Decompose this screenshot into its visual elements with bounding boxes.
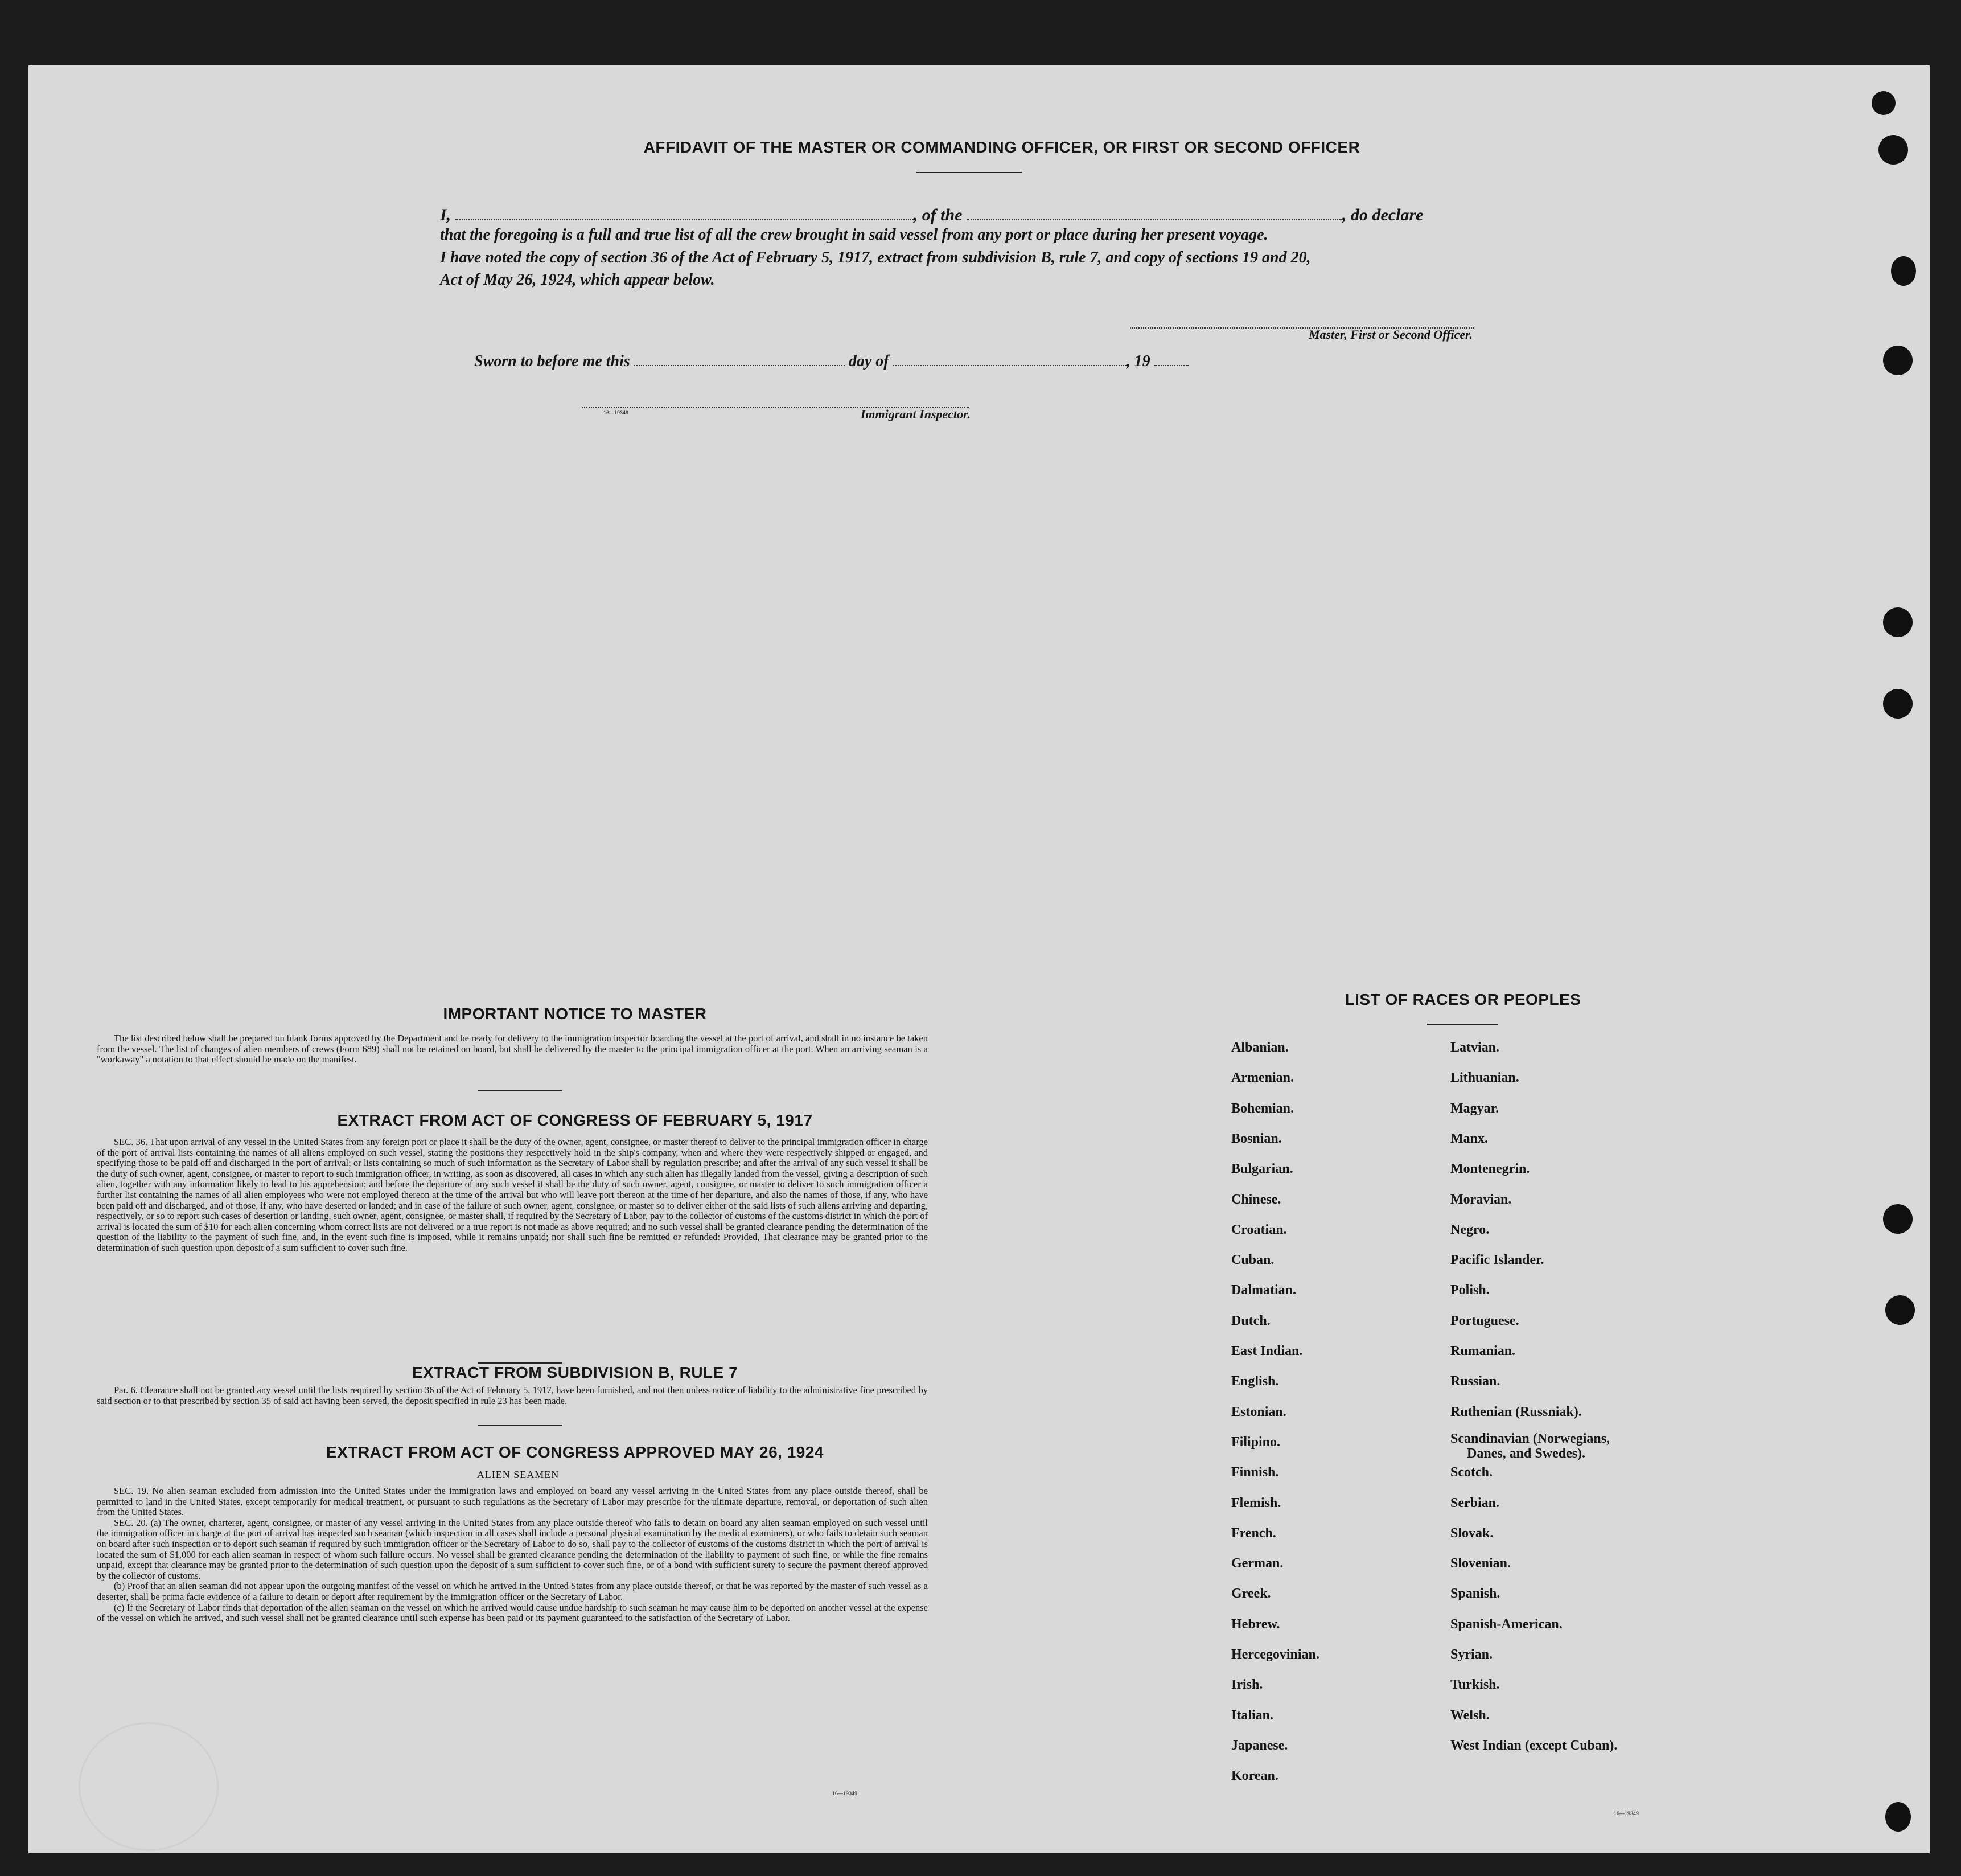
- title-underline: [916, 172, 1022, 173]
- race-item: German.: [1231, 1556, 1284, 1571]
- races-title-underline: [1427, 1024, 1498, 1025]
- race-item: Korean.: [1231, 1768, 1278, 1784]
- race-item: Albanian.: [1231, 1040, 1289, 1055]
- races-form-code: 16—19349: [1614, 1811, 1639, 1816]
- declare-label: , do declare: [1342, 206, 1424, 224]
- race-item: Slovak.: [1450, 1525, 1494, 1541]
- race-item: Ruthenian (Russniak).: [1450, 1404, 1582, 1419]
- affidavit-title: AFFIDAVIT OF THE MASTER OR COMMANDING OFFICER, OR FIRST OR SECOND OFFICER: [643, 138, 1360, 156]
- race-item: Estonian.: [1231, 1404, 1286, 1419]
- race-item: Dalmatian.: [1231, 1283, 1296, 1298]
- extract-1924-title: EXTRACT FROM ACT OF CONGRESS APPROVED MAY 26, 1924: [326, 1443, 824, 1461]
- race-item: French.: [1231, 1525, 1276, 1541]
- section-20a-paragraph: SEC. 20. (a) The owner, charterer, agent, consignee, or master of any vessel arriving in the United States from any place outside thereof who fails to detain on board any alien seaman employed on such vessel until the immigration officer in charge at the port of arrival has inspected such seaman (which inspection in all cases shall include a personal physical examination by the medical examiners), or who fails to detain such seaman on board after such inspection or to deport such seaman if required by such immigration officer or the Secretary of Labor to do so, shall pay to the collector of customs of the customs district in which the port of arrival is located the sum of $1,000 for each alien seaman in respect of whom such failure occurs. No vessel shall be granted clearance pending the determination of the liability to payment of such fine, or while the fine remains unpaid, except that clearance may be granted prior to the determination of such question upon the deposit of a sum sufficient to cover such fine, or of a bond with sufficient surety to secure the payment thereof approved by the collector of customs.: [97, 1517, 928, 1581]
- binder-hole: [1878, 135, 1908, 165]
- sworn-year-field[interactable]: [1154, 348, 1189, 366]
- race-item: Danes, and Swedes).: [1467, 1446, 1586, 1461]
- races-title: LIST OF RACES OR PEOPLES: [1345, 991, 1581, 1008]
- race-item: Scandinavian (Norwegians,: [1450, 1431, 1610, 1446]
- section-36-paragraph: SEC. 36. That upon arrival of any vessel in the United States from any foreign port or place it shall be the duty of the owner, agent, consignee, or master thereof to deliver to the principal immigration officer in charge of the port of arrival lists containing the names of all aliens employed on such vessel, stating the positions they respectively hold in the ship's company, when and where they were respectively shipped or engaged, and specifying those to be paid off and discharged in the port of arrival; or lists containing so much of such information as the Secretary of Labor shall by regulation prescribe; and after the arrival of any such vessel it shall be the duty of such owner, agent, consignee, or master to report to such immigration officer, in writing, as soon as discovered, all cases in which any such alien has illegally landed from the vessel, giving a description of such alien, together with any information likely to lead to his apprehension; and before the departure of any such vessel it shall be the duty of such owner, agent, consignee, or master to deliver to such immigration officer a further list containing the names of all alien employees who were not employed thereon at the time of the arrival but who will leave port thereon at the time of her departure, and also the names of those, if any, who have been paid off and discharged, and of those, if any, who have deserted or landed; and in case of the failure of such owner, agent, consignee, or master so to deliver either of the said lists of such aliens arriving and departing, respectively, or so to report such cases of desertion or landing, such owner, agent, consignee, or master shall, if required by the Secretary of Labor, pay to the collector of customs of the customs district in which the port of arrival is located the sum of $10 for each alien concerning whom correct lists are not delivered or a true report is not made as above required; and no such vessel shall be granted clearance pending the determination of the question of the liability to the payment of such fine, and, in the event such fine is imposed, while it remains unpaid; nor shall such fine be remitted or refunded: Provided, That clearance may be granted prior to the determination of such question upon deposit of a sum sufficient to cover such fine.: [97, 1136, 928, 1253]
- affidavit-form-code: 16—19349: [603, 410, 629, 416]
- race-item: Bulgarian.: [1231, 1161, 1293, 1177]
- sworn-line: [474, 348, 1300, 371]
- race-item: Spanish.: [1450, 1586, 1500, 1602]
- declarant-name-field[interactable]: [455, 202, 914, 220]
- race-item: English.: [1231, 1374, 1279, 1389]
- race-item: Bohemian.: [1231, 1101, 1294, 1116]
- sworn-month-field[interactable]: [893, 348, 1127, 366]
- alien-seamen-subtitle: ALIEN SEAMEN: [476, 1469, 560, 1480]
- notice-text: [97, 1033, 928, 1065]
- race-item: Magyar.: [1450, 1101, 1499, 1116]
- race-item: Negro.: [1450, 1222, 1490, 1237]
- declarant-label: I,: [440, 206, 451, 224]
- race-item: Russian.: [1450, 1374, 1500, 1389]
- binder-hole: [1883, 1204, 1913, 1234]
- binder-hole: [1891, 256, 1916, 286]
- race-item: Irish.: [1231, 1677, 1263, 1693]
- affidavit-declaration-line: [440, 202, 1550, 225]
- affidavit-line-4: Act of May 26, 1924, which appear below.: [440, 271, 715, 289]
- inspector-caption: Immigrant Inspector.: [860, 407, 971, 421]
- race-item: Chinese.: [1231, 1192, 1281, 1207]
- binder-hole: [1872, 91, 1896, 115]
- extract-1917-title: EXTRACT FROM ACT OF CONGRESS OF FEBRUARY 5, 1917: [337, 1111, 813, 1129]
- binder-hole: [1883, 346, 1913, 375]
- race-item: Rumanian.: [1450, 1344, 1516, 1358]
- race-item: Pacific Islander.: [1450, 1253, 1544, 1268]
- race-item: Montenegrin.: [1450, 1161, 1530, 1177]
- sworn-label: Sworn to before me this: [474, 352, 630, 370]
- race-item: Italian.: [1231, 1707, 1274, 1723]
- race-item: East Indian.: [1231, 1344, 1303, 1358]
- race-item: Syrian.: [1450, 1647, 1493, 1662]
- master-caption: Master, First or Second Officer.: [1308, 327, 1473, 342]
- affidavit-line-3: I have noted the copy of section 36 of the Act of February 5, 1917, extract from subdivision B, rule 7, and copy of sections 19 and 20,: [440, 249, 1311, 266]
- race-item: Welsh.: [1450, 1707, 1490, 1723]
- race-item: Scotch.: [1450, 1465, 1493, 1480]
- divider: [478, 1090, 562, 1091]
- race-item: Turkish.: [1450, 1677, 1500, 1693]
- sworn-day-field[interactable]: [634, 348, 845, 366]
- race-item: Hebrew.: [1231, 1616, 1280, 1632]
- rule-7-text: [97, 1385, 928, 1406]
- section-20c-paragraph: (c) If the Secretary of Labor finds that deportation of the alien seaman on the vessel on which he arrived would cause undue hardship to such seaman he may cause him to be deported on another vessel at the expense of the vessel on which he arrived, and such vessel shall not be granted clearance until such expense has been paid or its payment guaranteed to the satisfaction of the Secretary of Labor.: [97, 1602, 928, 1624]
- race-item: Serbian.: [1450, 1495, 1500, 1510]
- race-item: Slovenian.: [1450, 1556, 1511, 1571]
- race-item: Hercegovinian.: [1231, 1647, 1319, 1662]
- race-item: West Indian (except Cuban).: [1450, 1738, 1618, 1753]
- embossed-seal: [79, 1722, 219, 1851]
- race-item: Lithuanian.: [1450, 1070, 1519, 1086]
- extract-form-code: 16—19349: [832, 1791, 858, 1796]
- extract-1924-text: [97, 1486, 928, 1624]
- vessel-name-field[interactable]: [967, 202, 1342, 220]
- race-item: Manx.: [1450, 1131, 1488, 1146]
- rule-7-title: EXTRACT FROM SUBDIVISION B, RULE 7: [412, 1364, 738, 1381]
- extract-1917-text: [97, 1137, 928, 1254]
- section-20b-paragraph: (b) Proof that an alien seaman did not appear upon the outgoing manifest of the vessel on which he arrived in the United States from any place outside thereof, or that he was reported by the master of such vessel as a deserter, shall be prima facie evidence of a failure to detain or deport after requirement by the immigration officer or the Secretary of Labor.: [97, 1581, 928, 1602]
- notice-paragraph: The list described below shall be prepared on blank forms approved by the Department and be ready for delivery to the immigration inspector boarding the vessel at the port of arrival, and shall in no instance be taken from the vessel. The list of changes of alien members of crews (Form 689) shall not be retained on board, but shall be delivered by the master to the principal immigration officer at the port. When an arriving seaman is a "workaway" a notation to that effect should be made on the manifest.: [97, 1033, 928, 1065]
- race-item: Polish.: [1450, 1283, 1490, 1298]
- affidavit-line-2: that the foregoing is a full and true list of all the crew brought in said vessel from any port or place during her present voyage.: [440, 226, 1268, 244]
- race-item: Spanish-American.: [1450, 1616, 1563, 1632]
- binder-hole: [1883, 689, 1913, 719]
- race-item: Moravian.: [1450, 1192, 1512, 1207]
- race-item: Flemish.: [1231, 1495, 1281, 1510]
- race-item: Dutch.: [1231, 1313, 1271, 1328]
- binder-hole: [1883, 607, 1913, 637]
- par-6-paragraph: Par. 6. Clearance shall not be granted any vessel until the lists required by section 36 of the Act of February 5, 1917, have been furnished, and not then unless notice of liability to the administrative fine prescribed by said section or to that prescribed by section 35 of said act having been served, the deposit specified in rule 23 has been made.: [97, 1385, 928, 1406]
- race-item: Croatian.: [1231, 1222, 1287, 1237]
- race-item: Portuguese.: [1450, 1313, 1519, 1328]
- binder-hole: [1885, 1295, 1915, 1325]
- race-item: Cuban.: [1231, 1253, 1275, 1268]
- race-item: Bosnian.: [1231, 1131, 1282, 1146]
- race-item: Japanese.: [1231, 1738, 1288, 1753]
- race-item: Filipino.: [1231, 1434, 1281, 1450]
- divider: [478, 1425, 562, 1426]
- year-label: , 19: [1126, 352, 1150, 370]
- day-of-label: day of: [848, 352, 889, 370]
- notice-title: IMPORTANT NOTICE TO MASTER: [443, 1005, 707, 1023]
- race-item: Finnish.: [1231, 1465, 1279, 1480]
- race-item: Latvian.: [1450, 1040, 1500, 1055]
- binder-hole: [1885, 1802, 1911, 1832]
- of-the-label: , of the: [913, 206, 963, 224]
- section-19-paragraph: SEC. 19. No alien seaman excluded from admission into the United States under the immigration laws and employed on board any vessel arriving in the United States from any place outside thereof, shall be permitted to land in the United States, except temporarily for medical treatment, or pursuant to such regulations as the Secretary of Labor may prescribe for the ultimate departure, removal, or deportation of such alien from the United States.: [97, 1485, 928, 1518]
- race-item: Greek.: [1231, 1586, 1271, 1602]
- race-item: Armenian.: [1231, 1070, 1294, 1086]
- form-sheet: [28, 65, 1930, 1853]
